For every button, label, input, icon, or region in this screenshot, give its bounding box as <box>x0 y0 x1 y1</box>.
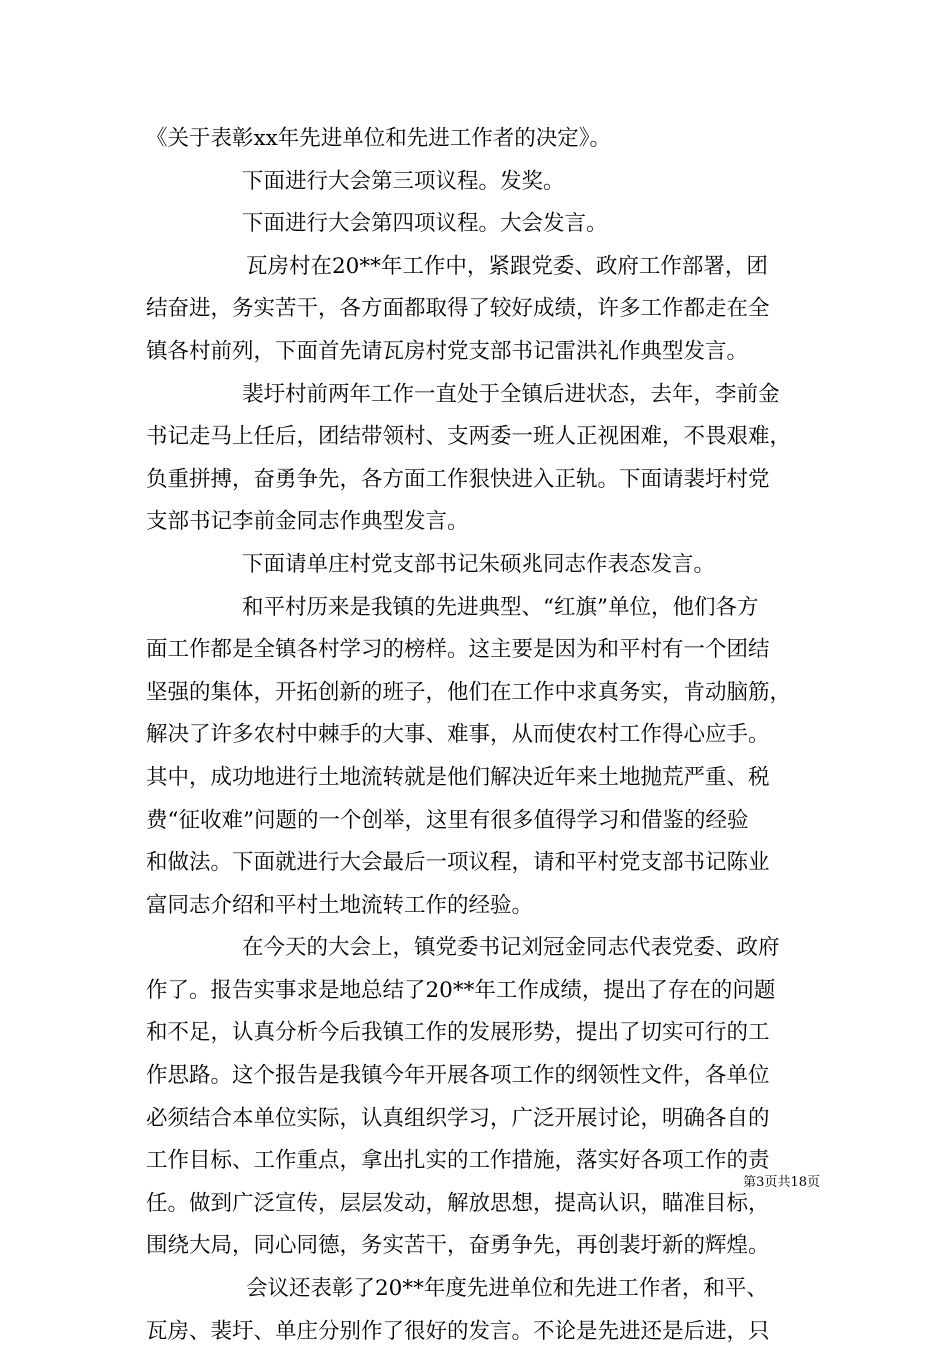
text-line: 工作目标、工作重点，拿出扎实的工作措施，落实好各项工作的责 <box>146 1148 770 1174</box>
text-line: 下面请单庄村党支部书记朱硕兆同志作表态发言。 <box>242 551 716 577</box>
text-line: 和平村历来是我镇的先进典型、“红旗”单位，他们各方 <box>242 594 759 620</box>
text-line: 裴圩村前两年工作一直处于全镇后进状态，去年，李前金 <box>242 381 780 407</box>
text-line: 和不足，认真分析今后我镇工作的发展形势，提出了切实可行的工 <box>146 1020 770 1046</box>
text-line: 《关于表彰xx年先进单位和先进工作者的决定》。 <box>146 126 612 151</box>
text-line: 坚强的集体，开拓创新的班子，他们在工作中求真务实，肯动脑筋， <box>146 679 792 705</box>
text-line: 作思路。这个报告是我镇今年开展各项工作的纲领性文件，各单位 <box>146 1063 770 1089</box>
text-line: 解决了许多农村中棘手的大事、难事，从而使农村工作得心应手。 <box>146 722 770 748</box>
text-line: 费“征收难”问题的一个创举，这里有很多值得学习和借鉴的经验 <box>146 807 749 833</box>
text-line: 下面进行大会第四项议程。大会发言。 <box>242 211 608 237</box>
text-line: 作了。报告实事求是地总结了20**年工作成绩，提出了存在的问题 <box>146 977 776 1003</box>
text-line: 镇各村前列，下面首先请瓦房村党支部书记雷洪礼作典型发言。 <box>146 338 749 364</box>
text-line: 在今天的大会上，镇党委书记刘冠金同志代表党委、政府 <box>242 935 780 961</box>
text-line: 下面进行大会第三项议程。发奖。 <box>242 168 565 194</box>
text-line: 和做法。下面就进行大会最后一项议程，请和平村党支部书记陈业 <box>146 850 770 876</box>
text-line: 结奋进，务实苦干，各方面都取得了较好成绩，许多工作都走在全 <box>146 296 770 322</box>
text-line: 富同志介绍和平村土地流转工作的经验。 <box>146 892 534 918</box>
text-line: 围绕大局，同心同德，务实苦干，奋勇争先，再创裴圩新的辉煌。 <box>146 1233 770 1259</box>
text-line: 面工作都是全镇各村学习的榜样。这主要是因为和平村有一个团结 <box>146 637 770 663</box>
text-line: 瓦房村在20**年工作中，紧跟党委、政府工作部署，团 <box>246 253 768 279</box>
text-line: 其中，成功地进行土地流转就是他们解决近年来土地抛荒严重、税 <box>146 764 770 790</box>
text-line: 支部书记李前金同志作典型发言。 <box>146 509 469 535</box>
text-line: 负重拼搏，奋勇争先，各方面工作狠快进入正轨。下面请裴圩村党 <box>146 466 770 492</box>
text-line: 瓦房、裴圩、单庄分别作了很好的发言。不论是先进还是后进，只 <box>146 1318 770 1344</box>
text-line: 会议还表彰了20**年度先进单位和先进工作者，和平、 <box>246 1276 768 1302</box>
body-text <box>146 118 816 1353</box>
text-line: 必须结合本单位实际，认真组织学习，广泛开展讨论，明确各自的 <box>146 1105 770 1131</box>
page-footer: 第3页共18页 <box>743 1175 820 1190</box>
text-line: 书记走马上任后，团结带领村、支两委一班人正视困难，不畏艰难， <box>146 424 792 450</box>
text-line: 任。做到广泛宣传，层层发动，解放思想，提高认识，瞄准目标， <box>146 1190 770 1216</box>
